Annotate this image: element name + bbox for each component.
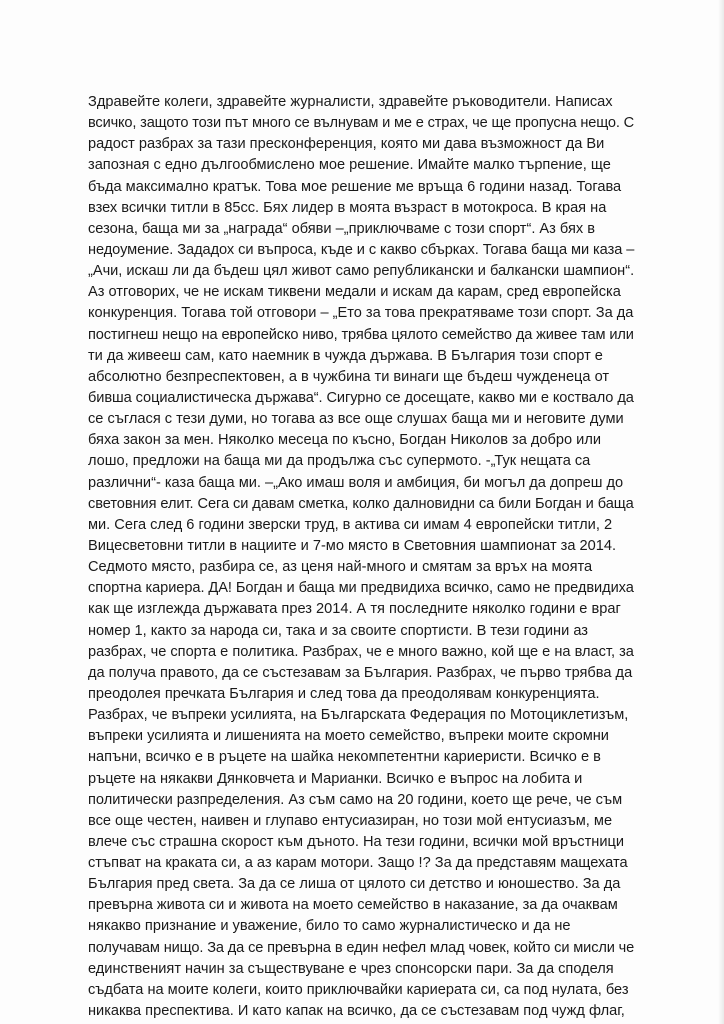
text-line: недоумение. Зададох си въпроса, къде и с какво сбърках. Тогава баща ми каза – bbox=[88, 241, 635, 258]
text-line: как ще изглежда държавата през 2014. А тя последните няколко години е враг bbox=[88, 601, 621, 618]
text-line: политически разпределения. Аз съм само на 20 години, което ще рече, че съм bbox=[88, 791, 623, 808]
text-line: радост разбрах за тази пресконференция, която ми дава възможност да Ви bbox=[88, 136, 605, 153]
text-line: бивша социалистическа държава“. Сигурно се досещате, какво ми е коствало да bbox=[88, 389, 634, 406]
text-line: взех всички титли в 85сс. Бях лидер в моята възраст в мотокроса. В края на bbox=[88, 199, 607, 216]
text-line: абсолютно безпреспектовен, а в чужбина ти винаги ще бъдеш чужденеца от bbox=[88, 368, 610, 385]
text-line: се съглася с тези думи, но тогава аз все още слушах баща ми и неговите думи bbox=[88, 411, 624, 428]
text-line: Здравейте колеги, здравейте журналисти, здравейте ръководители. Написах bbox=[88, 94, 613, 110]
text-line: номер 1, както за народа си, така и за своите спортисти. В тези години аз bbox=[88, 622, 588, 639]
text-line: Аз отговорих, че не искам тиквени медали и искам да карам, сред европейска bbox=[88, 284, 621, 301]
text-line: някакво признание и уважение, било то само журналистическо и да не bbox=[88, 918, 571, 935]
text-line: получавам нищо. За да се превърна в един нефел млад човек, който си мисли че bbox=[88, 939, 635, 956]
text-line: напъни, всичко е в ръцете на шайка некомпетентни кариеристи. Всичко е в bbox=[88, 749, 601, 766]
text-line: въпреки усилията и лишенията на моето семейство, въпреки моите скромни bbox=[88, 728, 609, 745]
page-edge-shadow bbox=[718, 0, 724, 1024]
text-line: бъда максимално кратък. Това мое решение ме връща 6 години назад. Тогава bbox=[88, 178, 622, 195]
text-line: преодолея пречката България и след това да преодолявам конкуренцията. bbox=[88, 685, 600, 702]
text-line: никаква преспектива. И като капак на всичко, да се състезавам под чужд флаг, bbox=[88, 1003, 625, 1020]
text-line: сезона, баща ми за „награда“ обяви –„приключваме с този спорт“. Аз бях в bbox=[88, 220, 595, 237]
text-line: влече със страшна скорост към дъното. На тези години, всички мой връстници bbox=[88, 833, 624, 850]
text-line: запозная с едно дългообмислено мое решение. Имайте малко търпение, ще bbox=[88, 157, 611, 174]
text-line: да получа правото, да се състезавам за България. Разбрах, че първо трябва да bbox=[88, 664, 633, 681]
text-line: единственият начин за съществуване е чрез спонсорски пари. За да споделя bbox=[88, 960, 614, 977]
text-line: конкуренция. Тогава той отговори – „Ето за това прекратяваме този спорт. За да bbox=[88, 305, 634, 322]
letter-body bbox=[88, 92, 708, 1022]
text-line: Разбрах, че въпреки усилията, на Българската Федерация по Мотоциклетизъм, bbox=[88, 707, 629, 724]
text-line: лошо, предложи на баща ми да продължа със супермото. -„Тук нещата са bbox=[88, 453, 591, 470]
text-line: ми. Сега след 6 години зверски труд, в актива си имам 4 европейски титли, 2 bbox=[88, 516, 613, 533]
text-line: все още честен, наивен и глупаво ентусиазиран, но този мой ентусиазъм, ме bbox=[88, 812, 613, 829]
text-line: Вицесветовни титли в нациите и 7-мо място в Световния шампионат за 2014. bbox=[88, 537, 617, 554]
text-line: ти да живееш сам, като наемник в чужда държава. В България този спорт е bbox=[88, 347, 603, 364]
text-line: „Ачи, искаш ли да бъдеш цял живот само републикански и балкански шампион“. bbox=[88, 263, 635, 280]
text-line: спортна кариера. ДА! Богдан и баща ми предвидиха всичко, само не предвидиха bbox=[88, 580, 634, 597]
text-line: всичко, защото този път много се вълнувам и ме е страх, че ще пропусна нещо. С bbox=[88, 115, 635, 132]
text-line: съдбата на моите колеги, които приключвайки кариерата си, са под нулата, без bbox=[88, 981, 629, 998]
text-line: разбрах, че спорта е политика. Разбрах, че е много важно, кой ще е на власт, за bbox=[88, 643, 634, 660]
text-line: превърна живота си и живота на моето семейство в наказание, за да очаквам bbox=[88, 897, 618, 914]
text-line: България пред света. За да се лиша от цялото си детство и юношество. За да bbox=[88, 876, 621, 893]
text-line: Седмото място, разбира се, аз ценя най-много и смятам за връх на моята bbox=[88, 559, 593, 576]
text-line: световния елит. Сега си давам сметка, колко далновидни са били Богдан и баща bbox=[88, 495, 634, 512]
text-line: ръцете на някакви Дянковчета и Марианки. Всичко е въпрос на лобита и bbox=[88, 770, 583, 787]
text-line: постигнеш нещо на европейско ниво, трябва цялото семейство да живее там или bbox=[88, 326, 634, 343]
text-line: бяха закон за мен. Няколко месеца по късно, Богдан Николов за добро или bbox=[88, 432, 601, 449]
text-line: стъпват на краката си, а аз карам мотори. Защо !? За да представям мащехата bbox=[88, 855, 628, 872]
text-line: различни“- каза баща ми. –„Ако имаш воля и амбиция, би могъл да допреш до bbox=[88, 474, 624, 491]
